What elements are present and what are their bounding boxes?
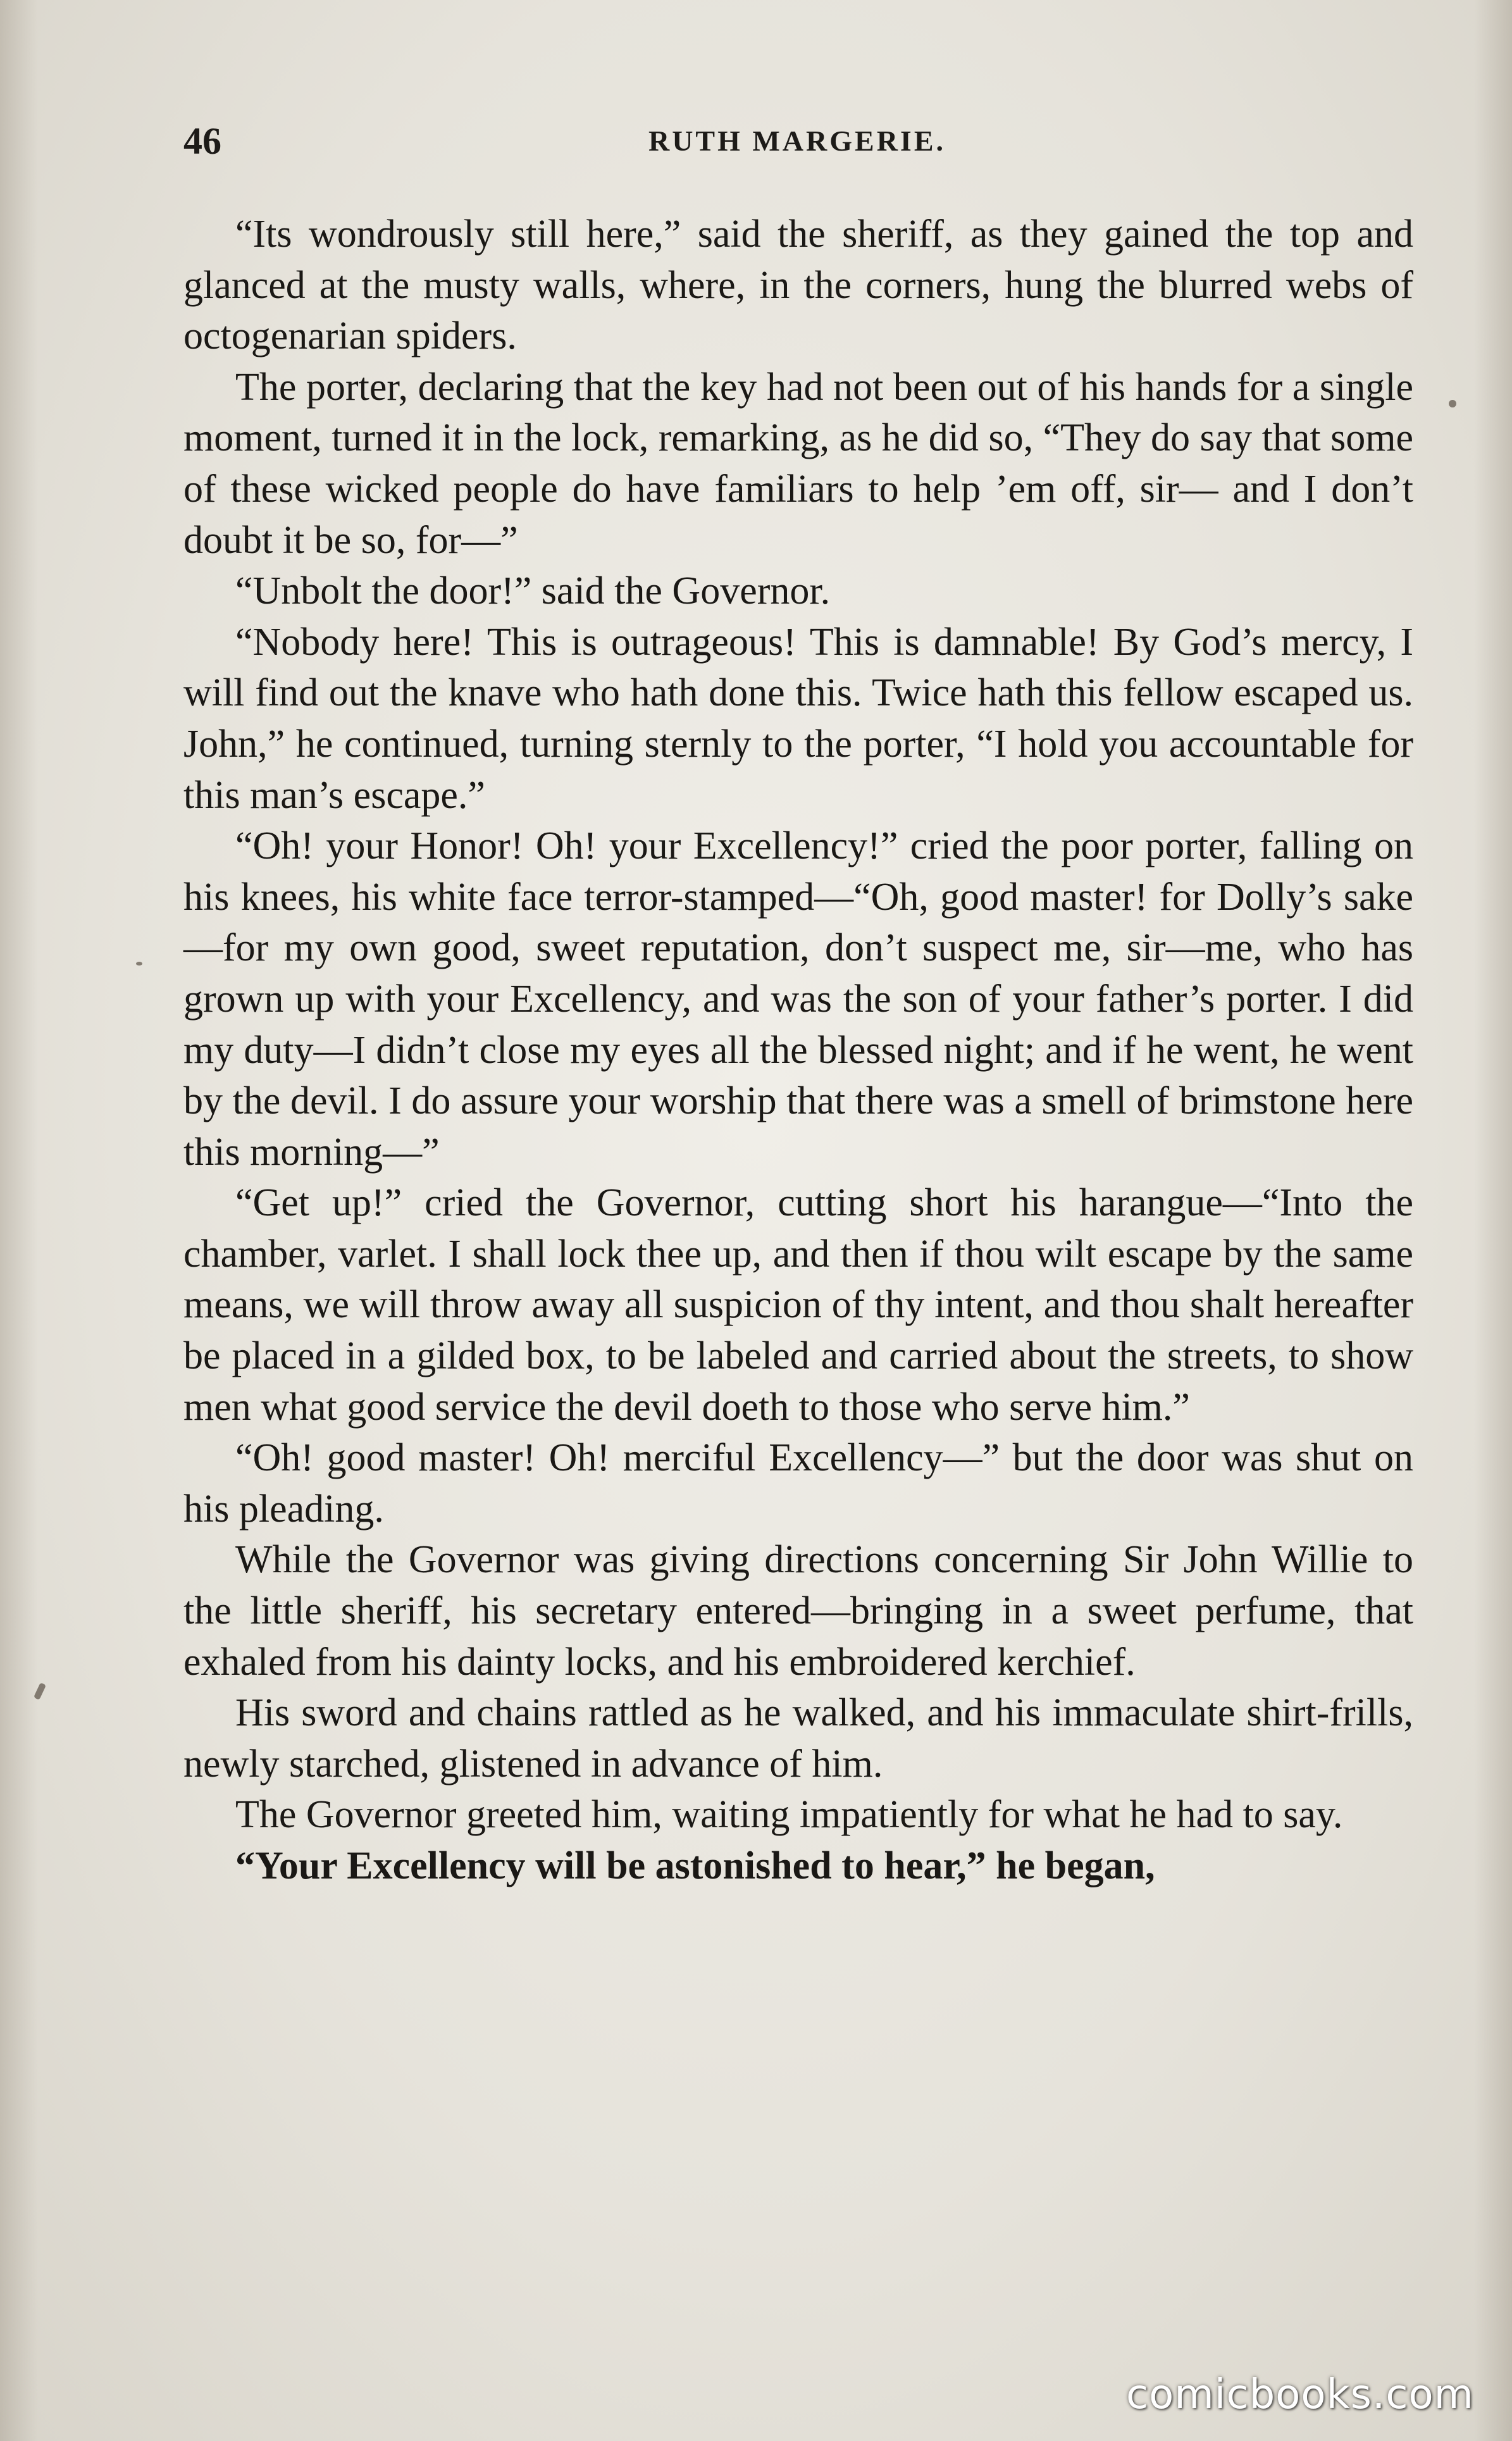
running-head: RUTH MARGERIE. xyxy=(648,125,946,157)
paragraph: “Oh! your Honor! Oh! your Excellency!” cried the poor porter, falling on his knees, his white face terror-stamped—“Oh, good master! for Dolly’s sake—for my own good, sweet reputation, don’t suspect me, sir—me, who has grown up with your Excellency, and was the son of your father’s porter. I did my duty—I didn’t close my eyes all the blessed night; and if he went, he went by the devil. I do assure your worship that there was a smell of brimstone here this morning—” xyxy=(183,824,1413,1174)
paragraph: The porter, declaring that the key had not been out of his hands for a single moment, turned it in the lock, remarking, as he did so, “They do say that some of these wicked people do have familiars to help ’em off, sir— and I don’t doubt it be so, for—” xyxy=(183,365,1413,562)
paragraph: The Governor greeted him, waiting impatiently for what he had to say. xyxy=(235,1793,1343,1837)
page-number: 46 xyxy=(183,120,221,162)
paragraph: “Get up!” cried the Governor, cutting short his harangue—“Into the chamber, varlet. I shall lock thee up, and then if thou wilt escape by the same means, we will throw away all suspicion of thy intent, and thou shalt hereafter be placed in a gilded box, to be labeled and carried about the streets, to show men what good service the devil doeth to those who serve him.” xyxy=(183,1181,1413,1429)
ink-fleck xyxy=(1449,400,1456,407)
page-edge-shadow-right xyxy=(1474,0,1512,2441)
ink-fleck xyxy=(34,1682,46,1700)
paragraph: His sword and chains rattled as he walked, and his immaculate shirt-frills, newly starched, glistened in advance of him. xyxy=(183,1691,1413,1786)
paragraph: “Nobody here! This is outrageous! This is damnable! By God’s mercy, I will find out the knave who hath done this. Twice hath this fellow escaped us. John,” he continued, turning sternly to the porter, “I hold you accountable for this man’s escape.” xyxy=(183,620,1413,817)
ink-fleck xyxy=(136,962,142,966)
page-edge-shadow-left xyxy=(0,0,38,2441)
paragraph: “Oh! good master! Oh! merciful Excellency—” but the door was shut on his pleading. xyxy=(183,1436,1413,1531)
paragraph: “Unbolt the door!” said the Governor. xyxy=(235,569,831,613)
paragraph: While the Governor was giving directions concerning Sir John Willie to the little sheriff, his secretary entered—bringing in a sweet perfume, that exhaled from his dainty locks, and his embroidered kerchief. xyxy=(183,1538,1413,1684)
site-watermark: comicbooks.com xyxy=(1125,2371,1474,2418)
paragraph: “Your Excellency will be astonished to hear,” he began, xyxy=(235,1844,1155,1887)
body-text xyxy=(183,209,1413,1892)
paragraph: “Its wondrously still here,” said the sheriff, as they gained the top and glanced at the musty walls, where, in the corners, hung the blurred webs of octogenarian spiders. xyxy=(183,213,1413,358)
page-header xyxy=(183,113,1411,170)
